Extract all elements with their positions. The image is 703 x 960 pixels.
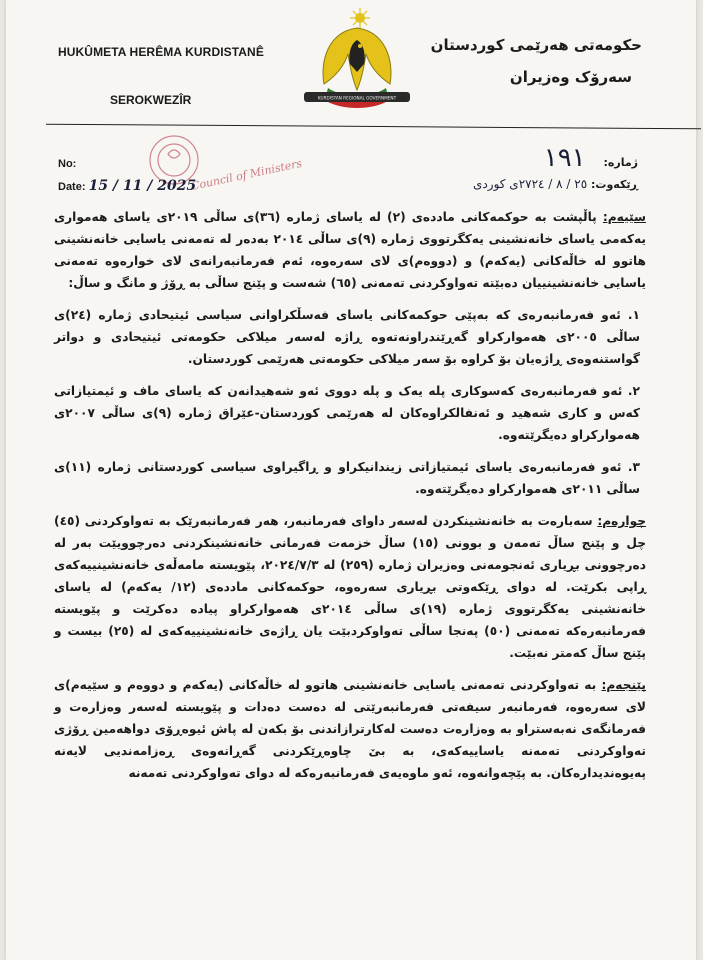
org-name-latin: HUKÛMETA HERÊMA KURDISTANÊ — [58, 45, 264, 59]
number-value: ١٩١ — [543, 143, 586, 173]
document-body — [54, 206, 646, 794]
number-label: ژمارە: — [603, 156, 638, 169]
header-divider — [46, 124, 701, 130]
header-right — [402, 36, 642, 86]
document-page — [6, 0, 696, 960]
paragraph-fourth-label: چوارەم: — [597, 514, 646, 528]
paragraph-fifth-label: پێنجەم: — [601, 678, 647, 692]
krg-emblem-logo — [298, 6, 416, 114]
paragraph-fifth-text: بە تەواوکردنی تەمەنی یاسایی خانەنشینی هاتوو لە خاڵەکانی (یەکەم و دووەم و سێیەم)ی لای سەرەوە، فەرمانبەر سیفەتی فەرمانبەرێتی لە دەست دەدات و پێویستە لەسەر وەزارەت و فەرمانگەی نەبەستراو بە وەزارەت دەست لەکارترازاندنی بۆ بکەن لە پاش ئیوەڕۆی دواهەمین ڕۆژی تەواوکردنی تەمەنە یاساییەکەی، بە بێ چاوەڕێکردنی گەڕانەوەی ڕەزامەندیی لایەنە پەیوەندیدارەکان. بە پێچەوانەوە، ئەو ماوەیەی فەرمانبەرەکە لە دوای تەواوکردنی تەمەنە — [54, 678, 646, 780]
reference-right — [438, 143, 638, 195]
paragraph-fifth — [54, 674, 646, 784]
list-item: ٢. ئەو فەرمانبەرەی کەسوکاری پلە یەک و پلە دووی ئەو شەهیدانەن کە یاسای ماف و ئیمتیازاتی کەس و کاری شەهید و ئەنفالکراوەکان لە هەرێمی کوردستان-عێراق ژمارە (٩)ی ساڵی ٢٠٠٧ی هەموارکراو دەیگرێتەوە. — [54, 384, 640, 442]
date-ku-value: ٢٥ / ٨ / ٢٧٢٤ی کوردی — [473, 177, 588, 191]
paragraph-fourth — [54, 510, 646, 664]
paragraph-third-text: پاڵپشت بە حوکمەکانی ماددەی (٢) لە یاسای ژمارە (٣٦)ی ساڵی ٢٠١٩ی یاسای هەمواری یەکەمی یاسای خانەنشینی یەکگرتووی ژمارە (٩)ی ساڵی ٢٠١٤ بەدەر لە تەمەنی یاسایی خانەنشینی هاتوو لە خاڵەکانی (یەکەم) و (دووەم)ی لای سەرەوە، ئەم فەرمانبەرانەی لای خوارەوە تەمەنی یاسایی خانەنشینییان دەبێتە تەواوکردنی تەمەنی (٦٥) شەست و پێنج ساڵی بە ڕۆژ و مانگ و ساڵ: — [54, 210, 646, 290]
list-item: ٣. ئەو فەرمانبەرەی یاسای ئیمتیازاتی زیندانیکراو و ڕاگیراوی سیاسی کوردستانی ژمارە (١١)ی ساڵی ٢٠١١ی هەموارکراو دەیگرێتەوە. — [54, 460, 640, 496]
office-name-latin: SEROKWEZÎR — [110, 93, 192, 107]
list-item: ١. ئەو فەرمانبەرەی کە بەپێی حوکمەکانی یاسای فەسڵکراوانی سیاسی ئیتیحادی ژمارە (٢٤)ی ساڵی ٢٠٠٥ی هەموارکراو گەڕێندراونەتەوە ڕاژە لەسەر میلاکی حکومەتی ئیتیحادی و دواتر گواستنەوەی ڕاژەیان بۆ کراوە بۆ سەر میلاکی حکومەتی هەرێمی کوردستان. — [54, 308, 640, 366]
date-label: Date: — [58, 181, 86, 193]
reference-left — [58, 158, 196, 202]
emblem-caption: KURDISTAN REGIONAL GOVERNMENT — [317, 95, 397, 101]
header-left — [58, 45, 308, 107]
paragraph-third-label: سێیەم: — [602, 210, 647, 224]
org-name-kurdish: حکومەتی هەرێمی کوردستان — [430, 36, 642, 54]
stamp-text: Council of Ministers — [189, 156, 304, 193]
date-ku-label: ڕێکەوت: — [591, 178, 638, 191]
paragraph-fourth-text: سەبارەت بە خانەنشینکردن لەسەر داوای فەرمانبەر، هەر فەرمانبەرێک بە تەواوکردنی (٤٥) چل و پێنج ساڵ تەمەن و بوونی (١٥) ساڵ خزمەت فەرمانی خانەنشینکردنی دەرچوویێت بەر لە دەرچوونی بڕیاری ئەنجومەنی وەزیران ژمارە (٢٥٩) لە ٢٠٢٤/٧/٣، پێویستە مامەڵەی خانەنشینییەکەی ڕاپی بکرێت. لە دوای ڕێکەوتی بڕیاری سەرەوە، حوکمەکانی ماددەی (١٢/ یەکەم) لە یاسای خانەنشینی یەکگرتووی ژمارە (١٩)ی ساڵی ٢٠١٤ی هەموارکراو پیادە دەکرێت و پێویستە فەرمانبەرەکە تەمەنی (٥٠) پەنجا ساڵی تەواوکردبێت یان ڕاژەی خانەنشینییەکەی لە (٢٥) بیست و پێنج ساڵ کەمتر نەبێت. — [54, 514, 646, 660]
sun-icon — [350, 8, 370, 28]
paragraph-third — [54, 206, 646, 294]
date-value: 15 / 11 / 2025 — [88, 178, 197, 194]
no-label: No: — [58, 158, 77, 170]
office-name-kurdish: سەرۆک وەزیران — [509, 68, 632, 86]
